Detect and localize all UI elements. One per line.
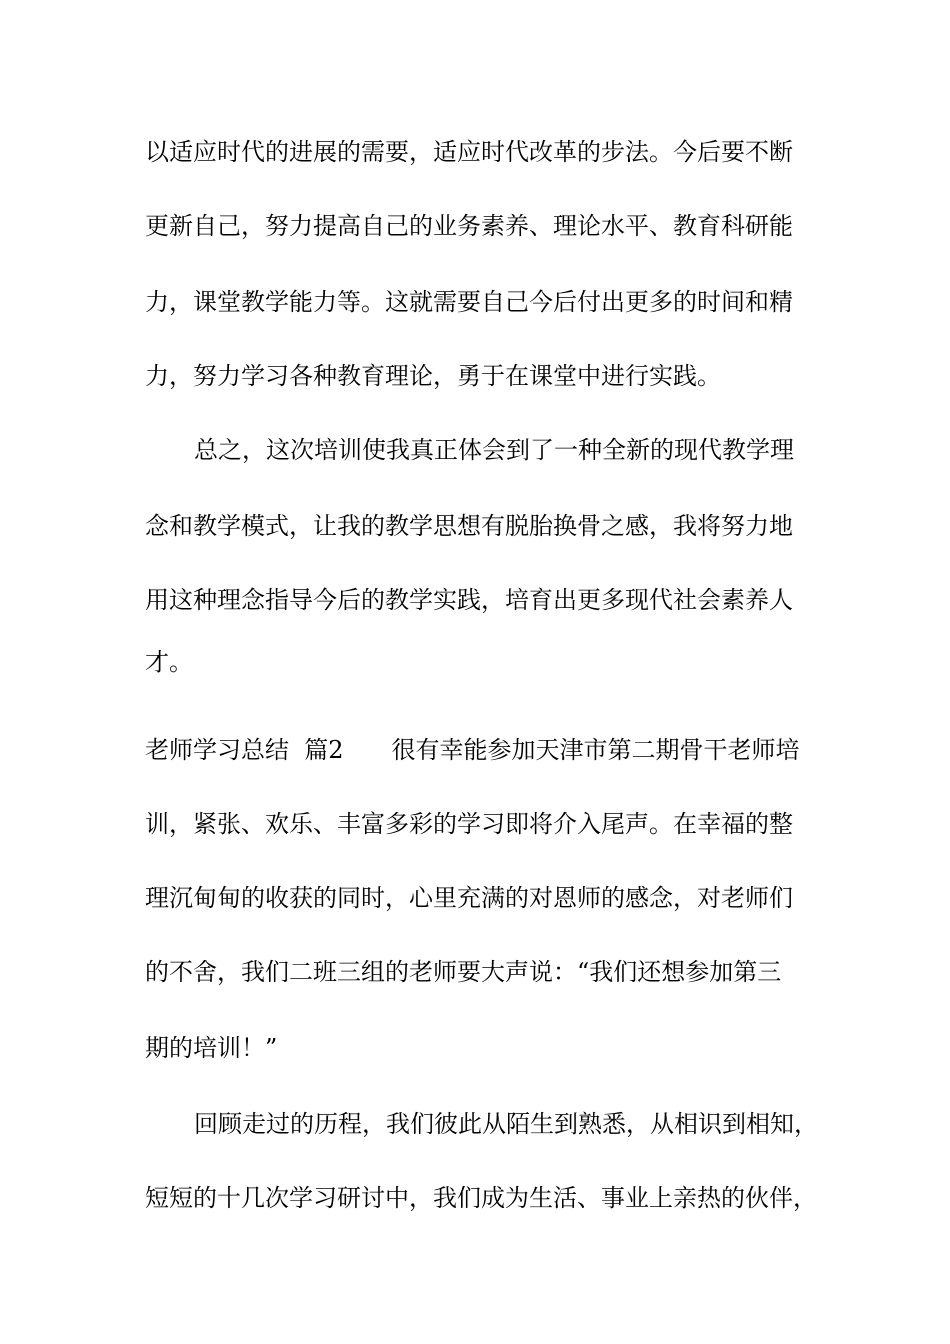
section-heading-line — [145, 730, 800, 770]
paragraph-line: 期的培训！” — [145, 1034, 278, 1062]
paragraph-line: 总之，这次培训使我真正体会到了一种全新的现代教学理 — [194, 436, 794, 464]
section-first-line: 很有幸能参加天津市第二期骨干老师培 — [391, 736, 800, 764]
paragraph-line: 更新自己，努力提高自己的业务素养、理论水平、教育科研能 — [145, 212, 793, 240]
paragraph-line: 以适应时代的进展的需要，适应时代改革的步法。今后要不断 — [145, 138, 793, 166]
paragraph-line: 力，课堂教学能力等。这就需要自己今后付出更多的时间和精 — [145, 288, 793, 316]
paragraph-line: 训，紧张、欢乐、丰富多彩的学习即将介入尾声。在幸福的整 — [145, 810, 793, 838]
paragraph-line: 用这种理念指导今后的教学实践，培育出更多现代社会素养人 — [145, 586, 793, 614]
paragraph-line: 的不舍，我们二班三组的老师要大声说：“我们还想参加第三 — [145, 958, 782, 986]
paragraph-line: 理沉甸甸的收获的同时，心里充满的对恩师的感念，对老师们 — [145, 884, 793, 912]
paragraph-line: 力，努力学习各种教育理论，勇于在课堂中进行实践。 — [145, 362, 721, 390]
paragraph-line: 回顾走过的历程，我们彼此从陌生到熟悉，从相识到相知， — [194, 1110, 818, 1138]
paragraph-line: 短短的十几次学习研讨中，我们成为生活、事业上亲热的伙伴， — [145, 1184, 817, 1212]
paragraph-line: 才。 — [145, 648, 193, 676]
section-title: 老师学习总结 篇2 — [145, 736, 344, 764]
paragraph-line: 念和教学模式，让我的教学思想有脱胎换骨之感，我将努力地 — [145, 512, 793, 540]
